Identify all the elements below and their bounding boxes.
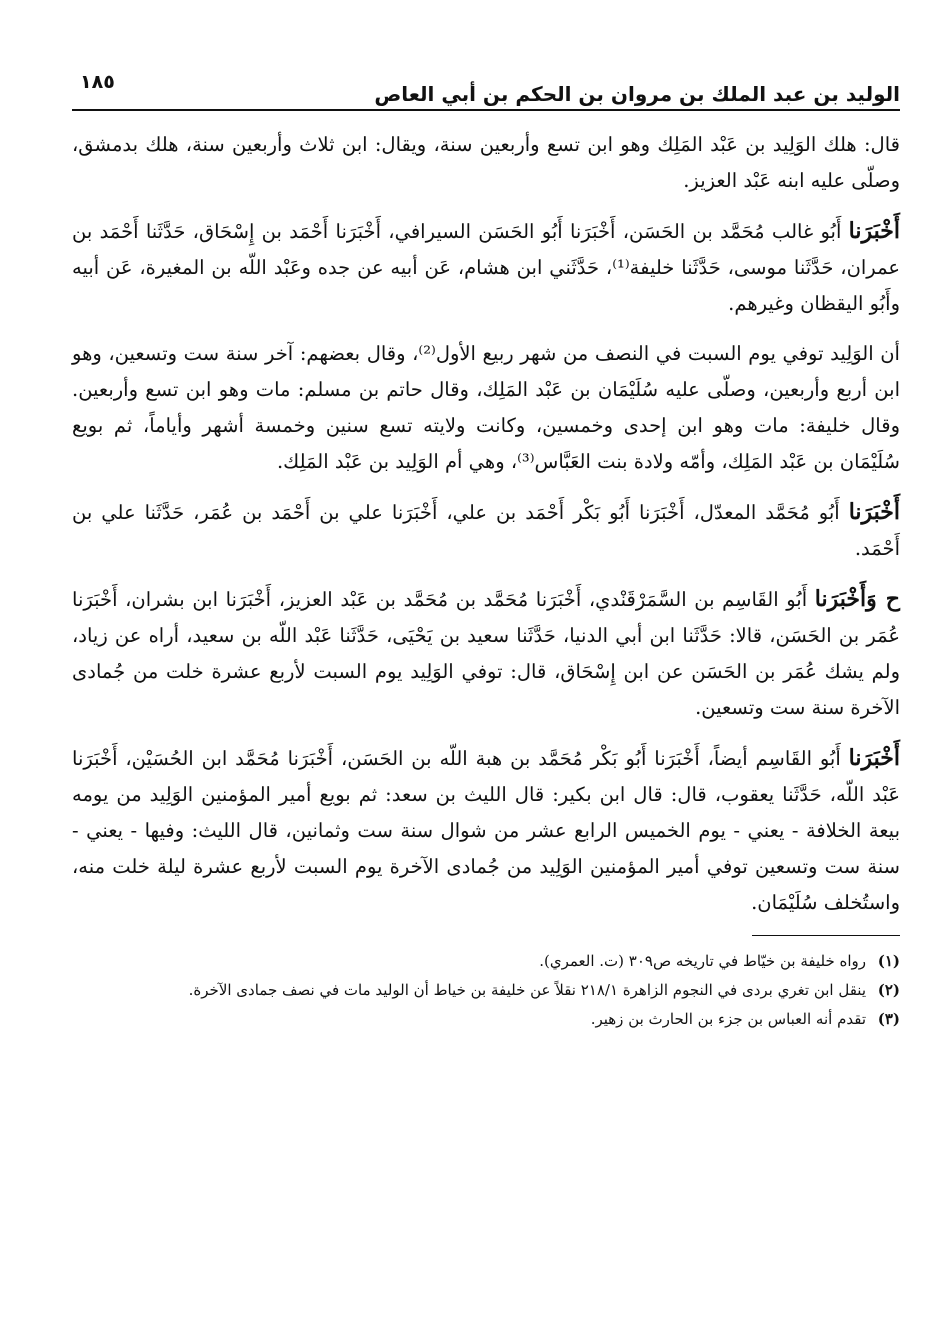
page-number: ١٨٥ [80,71,115,93]
book-page [72,60,900,1037]
paragraph-lead: ح وَأَخْبَرَنا [814,586,900,612]
paragraph [72,127,900,199]
paragraph [72,213,900,322]
page-header [72,60,900,106]
footnote [72,979,900,1002]
footnote-text: تقدم أنه العباس بن جزء بن الحارث بن زهير. [590,1010,866,1028]
footnote-number: (٢) [877,981,900,999]
paragraph-lead: أَخْبَرَنا [848,218,900,244]
main-text [72,127,900,921]
paragraph-text: أَبُو القَاسِم بن السَّمَرْقَنْدي، أَخْبَرَنا مُحَمَّد بن مُحَمَّد بن عَبْد العزيز، أَخْبَرَنا ابن بشران، أَخْبَرَنا عُمَر بن الحَسَن، قالا: حَدَّثَنا ابن أبي الدنيا، حَدَّثَنا سعيد بن يَحْيَى، حَدَّثَنا عَبْد اللّه بن سعيد، أراه عن زياد، ولم يشك عُمَر بن الحَسَن عن ابن إِسْحَاق، قال: توفي الوَلِيد يوم السبت لأربع عشرة خلت من جُمادى الآخرة سنة ست وتسعين. [72,588,900,719]
footnote-text: رواه خليفة بن خيّاط في تاريخه ص٣٠٩ (ت. العمري). [539,952,866,970]
paragraph-lead: أَخْبَرَنا [848,499,901,525]
footnote [72,1008,900,1031]
paragraph-text: أَبُو غالب مُحَمَّد بن الحَسَن، أَخْبَرَنا أَبُو الحَسَن السيرافي، أَخْبَرَنا أَحْمَد بن إِسْحَاق، حَدَّثَنا أَحْمَد بن عمران، حَدَّثَنا موسى، حَدَّثَنا خليفة⁽¹⁾، حَدَّثَني ابن هشام، عَن أبيه عن جده وعَبْد اللّه بن المغيرة، عَن أبيه وأَبُو اليقظان وغيرهم. [72,220,900,315]
footnote [72,950,900,973]
footnote-number: (٣) [877,1010,900,1028]
paragraph [72,581,900,726]
paragraph-text: قال: هلك الوَلِيد بن عَبْد المَلِك وهو ابن تسع وأربعين سنة، ويقال: ابن ثلاث وأربعين سنة، هلك بدمشق، وصلّى عليه ابنه عَبْد العزيز. [72,133,900,192]
footnote-text: ينقل ابن تغري بردى في النجوم الزاهرة ٢١٨/١ نقلاً عن خليفة بن خياط أن الوليد مات في نصف جمادى الآخرة. [188,981,866,999]
running-title: الوليد بن عبد الملك بن مروان بن الحكم بن أبي العاص [374,82,900,106]
paragraph-lead: أَخْبَرَنا [848,745,900,771]
footnotes [72,950,900,1031]
paragraph-text: أَبُو مُحَمَّد المعدّل، أَخْبَرَنا أَبُو بَكْر أَحْمَد بن علي، أَخْبَرَنا علي بن أَحْمَد بن عُمَر، حَدَّثَنا علي بن أَحْمَد. [72,501,900,560]
paragraph-text: أَبُو القَاسِم أيضاً، أَخْبَرَنا أَبُو بَكْر مُحَمَّد بن هبة اللّه بن الحَسَن، أَخْبَرَنا مُحَمَّد ابن الحُسَيْن، أَخْبَرَنا عَبْد اللّه، حَدَّثَنا يعقوب، قال: قال ابن بكير: قال الليث بن سعد: ثم بويع أمير المؤمنين الوَلِيد من يومه بيعة الخلافة - يعني - يوم الخميس الرابع عشر من شوال سنة ست وثمانين، قال الليث: وفيها - يعني - سنة ست وتسعين توفي أمير المؤمنين الوَلِيد من جُمادى الآخرة يوم السبت لأربع عشرة ليلة خلت منه، واستُخلف سُلَيْمَان. [72,747,900,914]
footnote-separator [752,935,900,936]
paragraph [72,494,900,567]
paragraph [72,740,900,921]
paragraph [72,336,900,480]
footnote-number: (١) [877,952,900,970]
header-rule [72,109,900,111]
paragraph-text: أن الوَلِيد توفي يوم السبت في النصف من شهر ربيع الأول⁽²⁾، وقال بعضهم: آخر سنة ست وتسعين، وهو ابن أربع وأربعين، وصلّى عليه سُلَيْمَان بن عَبْد المَلِك، وقال حاتم بن مسلم: مات وهو ابن تسع وأربعين. وقال خليفة: مات وهو ابن إحدى وخمسين، وكانت ولايته تسع سنين وخمسة أشهر وأياماً، ثم بويع سُلَيْمَان بن عَبْد المَلِك، وأمّه ولادة بنت العَبَّاس⁽³⁾، وهي أم الوَلِيد بن عَبْد المَلِك. [72,342,900,473]
